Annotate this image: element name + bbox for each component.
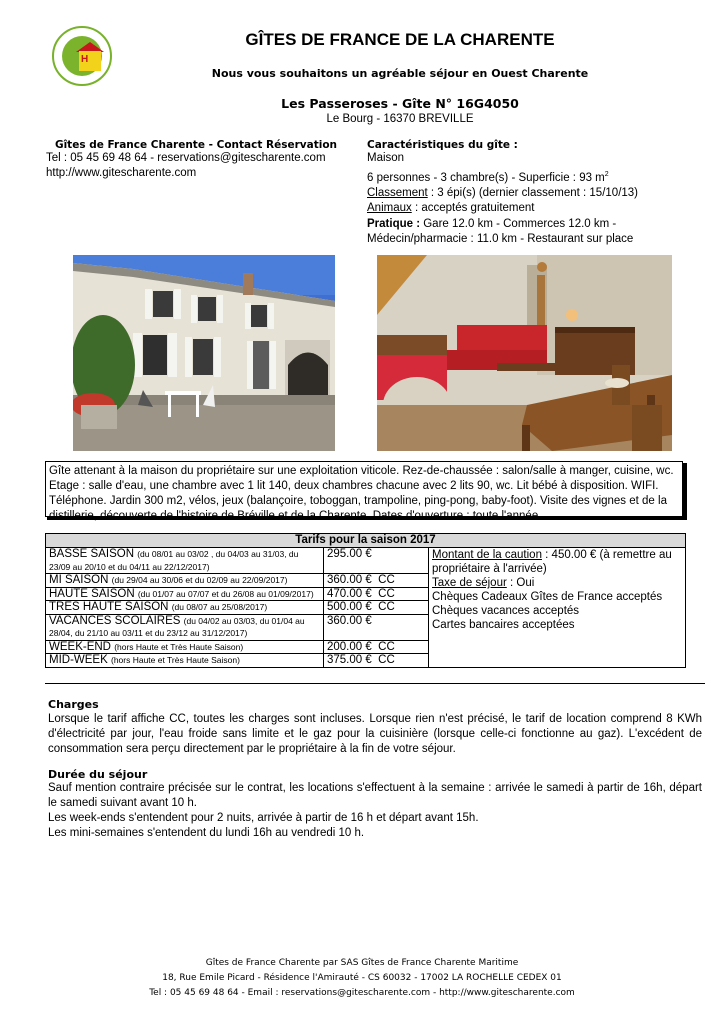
- duree-line-miniweek: Les mini-semaines s'entendent du lundi 16h au vendredi 10 h.: [48, 827, 365, 839]
- classement-value: : 3 épi(s) (dernier classement : 15/10/13): [427, 186, 639, 199]
- interior-living-room-photo: [377, 255, 672, 451]
- contact-block: [46, 139, 356, 181]
- caution-label: Montant de la caution: [432, 549, 542, 561]
- capacity-text: 6 personnes - 3 chambre(s) - Superficie : 93 m: [367, 171, 605, 184]
- tarifs-table: [45, 533, 686, 668]
- tarif-price-value: 470.00 €: [327, 587, 372, 600]
- tarif-label: [46, 574, 324, 588]
- caution-info: [432, 548, 682, 576]
- description-box: Gîte attenant à la maison du propriétaire sur une exploitation viticole. Rez-de-chaussée : salon/salle à manger, cuisine, wc. Etage : salle d'eau, une chambre avec 1 lit 140, deux chambres chacune avec 2 lits 90, wc. Lit bébé à disposition. WIFI. Téléphone. Jardin 300 m2, vélos, jeux (balançoire, toboggan, trampoline, ping-pong, baby-foot). Visite des vignes et de la distillerie, découverte de l'histoire de Bréville et de la Charente. Dates d'ouverture : toute l'année.: [45, 461, 683, 517]
- gite-classement: [367, 186, 687, 202]
- tarif-cc: CC: [378, 654, 395, 666]
- duree-body: [48, 781, 702, 841]
- tarif-dates: (du 29/04 au 30/06 et du 02/09 au 22/09/2017): [111, 575, 288, 585]
- table-bottom-divider: [45, 683, 705, 684]
- table-row: [46, 548, 686, 574]
- gites-de-france-logo: [52, 26, 112, 86]
- tarif-name: BASSE SAISON: [49, 548, 135, 560]
- tarif-dates: (du 01/07 au 07/07 et du 26/08 au 01/09/2017): [137, 588, 314, 599]
- tarif-name: VACANCES SCOLAIRES: [49, 614, 181, 627]
- page-footer: [100, 956, 624, 1001]
- tarif-name: WEEK-END: [49, 640, 111, 653]
- tarif-label: [46, 640, 324, 654]
- tarif-cc: CC: [378, 574, 395, 586]
- tarif-price: [324, 614, 429, 640]
- contact-phone-email[interactable]: Tel : 05 45 69 48 64 - reservations@gitescharente.com: [46, 152, 326, 164]
- tarif-price: [324, 548, 429, 574]
- tarif-price-value: 375.00 €: [327, 654, 372, 666]
- taxe-label: Taxe de séjour: [432, 577, 507, 589]
- duree-title: Durée du séjour: [48, 768, 148, 781]
- gite-title: Les Passeroses - Gîte N° 16G4050: [281, 96, 519, 111]
- characteristics-block: [367, 139, 687, 248]
- contact-website-link[interactable]: http://www.gitescharente.com: [46, 167, 197, 179]
- tarif-cc: CC: [378, 601, 395, 613]
- tarif-price-value: 200.00 €: [327, 640, 372, 653]
- pratique-label: Pratique :: [367, 217, 421, 230]
- tarif-label: [46, 654, 324, 668]
- taxe-info: [432, 576, 682, 590]
- tarif-label: [46, 614, 324, 640]
- gite-type: Maison: [367, 152, 405, 164]
- characteristics-heading: Caractéristiques du gîte :: [367, 139, 518, 151]
- charges-body: Lorsque le tarif affiche CC, toutes les charges sont incluses. Lorsque rien n'est précisé, le tarif de location comprend 8 KWh d'électricité par jour, l'eau froide sans limite et le gaz pour la cuisinière (lorsque celle-ci fonctionne au gaz). L'excédent de consommation sera perçu directement par le propriétaire à la fin de votre séjour.: [48, 713, 702, 755]
- animaux-label: Animaux: [367, 202, 412, 215]
- logo-badge: [62, 36, 102, 76]
- tarif-name: TRES HAUTE SAISON: [49, 601, 169, 613]
- tarif-price: [324, 601, 429, 615]
- payment-cheques-cadeaux: Chèques Cadeaux Gîtes de France acceptés: [432, 591, 663, 603]
- payment-cartes-bancaires: Cartes bancaires acceptées: [432, 619, 575, 631]
- logo-house-mark: H: [81, 54, 89, 65]
- tarif-cc: CC: [378, 640, 395, 653]
- tarif-price-value: 295.00 €: [327, 548, 372, 560]
- duree-line-weekly: Sauf mention contraire précisée sur le contrat, les locations s'effectuent à la semaine : arrivée le samedi à partir de 16h, départ le samedi suivant avant 10 h.: [48, 782, 702, 809]
- house-exterior-photo: [73, 255, 335, 451]
- tarif-dates: (hors Haute et Très Haute Saison): [114, 641, 244, 652]
- tarif-name: MI SAISON: [49, 574, 109, 586]
- tarif-label: [46, 601, 324, 615]
- tarif-dates: (hors Haute et Très Haute Saison): [110, 655, 240, 665]
- taxe-value: : Oui: [506, 577, 535, 589]
- tarif-dates: (du 04/02 au 03/03, du 01/04 au 28/04, du 21/10 au 03/11 et du 23/12 au 31/12/2017): [49, 615, 305, 638]
- tarifs-heading: Tarifs pour la saison 2017: [46, 534, 686, 548]
- page-subtitle: Nous vous souhaitons un agréable séjour en Ouest Charente: [211, 67, 589, 80]
- tarif-cc: CC: [378, 587, 395, 600]
- footer-company: Gîtes de France Charente par SAS Gîtes de France Charente Maritime: [205, 958, 519, 968]
- caution-value: : 450.00 € (à remettre au propriétaire à l'arrivée): [432, 549, 672, 575]
- footer-address: 18, Rue Emile Picard - Résidence l'Amirauté - CS 60032 - 17002 LA ROCHELLE CEDEX 01: [162, 973, 562, 983]
- animaux-value: : acceptés gratuitement: [411, 202, 535, 215]
- tarif-price-value: 360.00 €: [327, 574, 372, 586]
- page-title: GÎTES DE FRANCE DE LA CHARENTE: [245, 30, 555, 49]
- tarif-dates: (du 08/01 au 03/02 , du 04/03 au 31/03, du 23/09 au 20/10 et du 04/11 au 22/12/2017): [49, 549, 299, 572]
- tarif-label: [46, 587, 324, 601]
- capacity-unit-sup: 2: [604, 170, 609, 178]
- tarif-price: [324, 587, 429, 601]
- gite-address: Le Bourg - 16370 BREVILLE: [326, 113, 474, 125]
- duree-line-weekend: Les week-ends s'entendent pour 2 nuits, arrivée à partir de 16 h et départ avant 15h.: [48, 812, 479, 824]
- tarif-price: [324, 654, 429, 668]
- payment-cheques-vacances: Chèques vacances acceptés: [432, 605, 580, 617]
- contact-heading: Gîtes de France Charente - Contact Réservation: [54, 139, 338, 151]
- tarif-name: HAUTE SAISON: [49, 587, 135, 600]
- tarif-name: MID-WEEK: [49, 654, 108, 666]
- tarif-price: [324, 640, 429, 654]
- tarifs-conditions: [429, 548, 686, 668]
- gite-animaux: [367, 201, 687, 217]
- tarif-label: [46, 548, 324, 574]
- pratique-value: Gare 12.0 km - Commerces 12.0 km - Médecin/pharmacie : 11.0 km - Restaurant sur place: [367, 217, 634, 246]
- charges-title: Charges: [48, 698, 99, 711]
- tarif-dates: (du 08/07 au 25/08/2017): [171, 602, 268, 612]
- tarif-price: [324, 574, 429, 588]
- tarif-price-value: 500.00 €: [327, 601, 372, 613]
- gite-pratique: [367, 217, 687, 248]
- tarif-price-value: 360.00 €: [327, 614, 372, 627]
- footer-contact[interactable]: Tel : 05 45 69 48 64 - Email : reservations@gitescharente.com - http://www.gitescharente.com: [149, 988, 575, 998]
- classement-label: Classement: [367, 186, 428, 199]
- gite-capacity: [367, 167, 687, 186]
